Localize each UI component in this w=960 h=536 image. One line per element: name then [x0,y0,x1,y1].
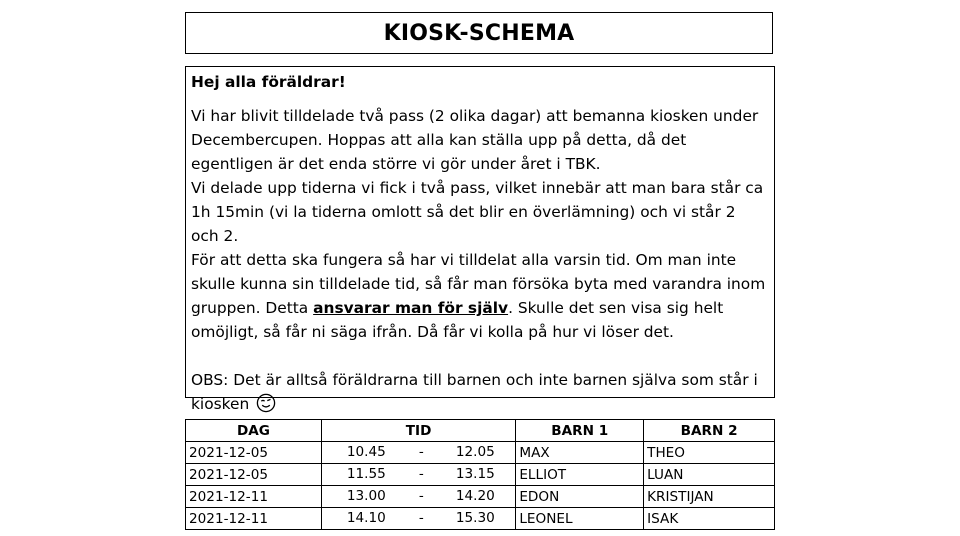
time-separator: - [418,510,424,526]
cell-tid [321,464,516,486]
paragraph-3-text-after: . Skulle det sen visa sig helt omöjligt, så får ni säga ifrån. Då får vi kolla på hur vi löser det. [191,299,724,341]
cell-tid [321,486,516,508]
time-start: 10.45 [346,444,386,460]
letter-greeting: Hej alla föräldrar! [191,73,346,91]
cell-barn-2: LUAN [644,464,775,486]
time-separator: - [418,444,424,460]
header-dag: DAG [186,420,322,442]
time-end: 14.20 [455,488,495,504]
letter-paragraph-1: Vi har blivit tilldelade två pass (2 olika dagar) att bemanna kiosken under Decembercupen. Hoppas att alla kan ställa upp på detta, då det egentligen är det enda större vi gör under året i TBK. [191,107,759,173]
header-barn-2: BARN 2 [644,420,775,442]
cell-barn-2: KRISTIJAN [644,486,775,508]
responsibility-emphasis: ansvarar man för själv [313,299,509,317]
table-row [186,442,775,464]
header-tid: TID [321,420,516,442]
cell-barn-1: MAX [516,442,644,464]
cell-dag: 2021-12-11 [186,486,322,508]
letter-obs-note [191,368,768,420]
cell-barn-1: EDON [516,486,644,508]
time-separator: - [418,466,424,482]
paragraph-3-text-before: För att detta ska fungera så har vi tilldelat alla varsin tid. Om man inte skulle kunna sin tilldelade tid, så får man försöka byta med varandra inom gruppen. Detta [191,251,766,317]
letter-paragraph-3 [191,248,768,344]
cell-barn-2: ISAK [644,508,775,530]
page-title [185,12,773,54]
table-row [186,464,775,486]
cell-dag: 2021-12-05 [186,442,322,464]
winking-face-icon [256,393,276,420]
cell-tid [321,442,516,464]
cell-dag: 2021-12-05 [186,464,322,486]
time-start: 11.55 [346,466,386,482]
cell-dag: 2021-12-11 [186,508,322,530]
time-end: 15.30 [455,510,495,526]
title-text: KIOSK-SCHEMA [383,20,575,46]
paragraph-spacer [191,344,768,368]
schedule-table [185,419,775,530]
time-end: 12.05 [455,444,495,460]
letter-box [185,66,775,413]
header-barn-1: BARN 1 [516,420,644,442]
time-separator: - [418,488,424,504]
cell-barn-2: THEO [644,442,775,464]
table-row [186,508,775,530]
cell-barn-1: LEONEL [516,508,644,530]
schedule-header-row [186,420,775,442]
time-start: 14.10 [346,510,386,526]
time-end: 13.15 [455,466,495,482]
letter-paragraph-2: Vi delade upp tiderna vi fick i två pass, vilket innebär att man bara står ca 1h 15min (vi la tiderna omlott så det blir en överlämning) och vi står 2 och 2. [191,179,764,245]
cell-tid [321,508,516,530]
table-row [186,486,775,508]
cell-barn-1: ELLIOT [516,464,644,486]
obs-text: OBS: Det är alltså föräldrarna till barnen och inte barnen själva som står i kiosken [191,371,758,413]
time-start: 13.00 [346,488,386,504]
